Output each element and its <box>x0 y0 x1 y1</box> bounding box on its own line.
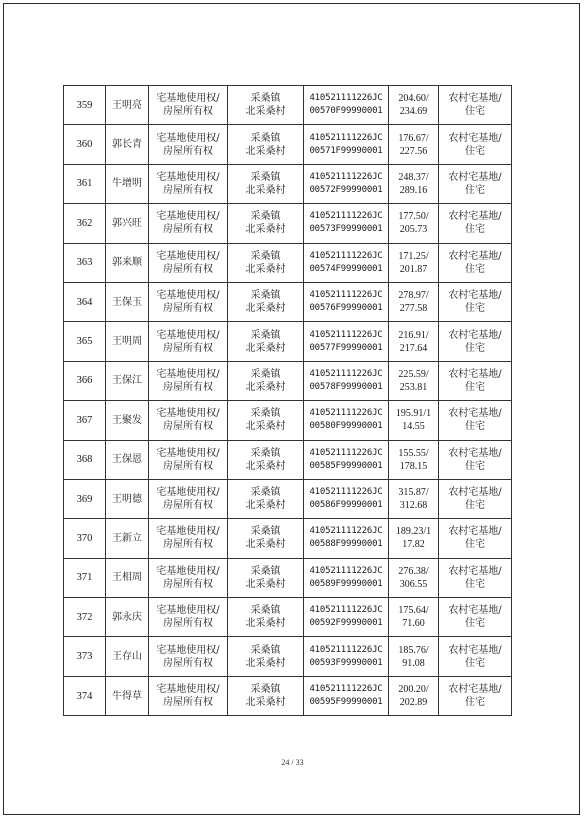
location-text: 采桑镇 北采桑村 <box>245 368 286 393</box>
location-cell <box>228 637 304 676</box>
unit-code-cell <box>304 519 389 558</box>
row-number-text: 362 <box>76 217 93 229</box>
owner-name-cell <box>106 401 149 440</box>
area-cell <box>389 322 439 361</box>
right-type-text: 宅基地使用权/ 房屋所有权 <box>156 565 220 590</box>
unit-code-cell <box>304 322 389 361</box>
row-number-text: 369 <box>76 493 93 505</box>
unit-code-cell <box>304 86 389 125</box>
location-text: 采桑镇 北采桑村 <box>245 447 286 472</box>
row-number-cell <box>64 440 106 479</box>
location-cell <box>228 86 304 125</box>
usage-text: 农村宅基地/ 住宅 <box>448 171 502 196</box>
location-cell <box>228 282 304 321</box>
row-number-cell <box>64 282 106 321</box>
usage-cell <box>439 637 512 676</box>
table-row <box>64 125 512 164</box>
area-cell <box>389 598 439 637</box>
right-type-cell <box>149 86 228 125</box>
unit-code-text: 410521111226JC 00578F99990001 <box>309 368 383 392</box>
right-type-text: 宅基地使用权/ 房屋所有权 <box>156 132 220 157</box>
area-text: 276.38/ 306.55 <box>398 565 429 590</box>
usage-cell <box>439 164 512 203</box>
right-type-cell <box>149 282 228 321</box>
right-type-cell <box>149 637 228 676</box>
row-number-cell <box>64 361 106 400</box>
table-row <box>64 204 512 243</box>
unit-code-text: 410521111226JC 00592F99990001 <box>309 605 383 629</box>
area-cell <box>389 204 439 243</box>
area-text: 176.67/ 227.56 <box>398 132 429 157</box>
page-number: 24 / 33 <box>281 758 304 767</box>
location-cell <box>228 204 304 243</box>
usage-text: 农村宅基地/ 住宅 <box>448 605 502 630</box>
unit-code-text: 410521111226JC 00573F99990001 <box>309 211 383 235</box>
row-number-text: 366 <box>76 375 93 387</box>
right-type-cell <box>149 125 228 164</box>
row-number-cell <box>64 243 106 282</box>
owner-name-text: 王保江 <box>112 375 142 387</box>
owner-name-cell <box>106 164 149 203</box>
location-text: 采桑镇 北采桑村 <box>245 526 286 551</box>
usage-cell <box>439 519 512 558</box>
area-text: 185.76/ 91.08 <box>398 644 429 669</box>
area-text: 177.50/ 205.73 <box>398 211 429 236</box>
unit-code-text: 410521111226JC 00571F99990001 <box>309 132 383 156</box>
location-cell <box>228 676 304 715</box>
table-row <box>64 86 512 125</box>
unit-code-cell <box>304 125 389 164</box>
table-row <box>64 164 512 203</box>
unit-code-text: 410521111226JC 00593F99990001 <box>309 644 383 668</box>
usage-cell <box>439 479 512 518</box>
location-text: 采桑镇 北采桑村 <box>245 487 286 512</box>
location-text: 采桑镇 北采桑村 <box>245 290 286 315</box>
unit-code-text: 410521111226JC 00572F99990001 <box>309 171 383 195</box>
area-cell <box>389 164 439 203</box>
right-type-text: 宅基地使用权/ 房屋所有权 <box>156 644 220 669</box>
area-cell <box>389 519 439 558</box>
table-row <box>64 558 512 597</box>
unit-code-text: 410521111226JC 00585F99990001 <box>309 447 383 471</box>
owner-name-cell <box>106 598 149 637</box>
owner-name-text: 郭来顺 <box>112 257 142 269</box>
area-text: 225.59/ 253.81 <box>398 368 429 393</box>
location-cell <box>228 479 304 518</box>
unit-code-cell <box>304 440 389 479</box>
row-number-cell <box>64 558 106 597</box>
row-number-text: 363 <box>76 257 93 269</box>
row-number-cell <box>64 86 106 125</box>
right-type-text: 宅基地使用权/ 房屋所有权 <box>156 211 220 236</box>
unit-code-cell <box>304 401 389 440</box>
location-cell <box>228 243 304 282</box>
owner-name-cell <box>106 519 149 558</box>
usage-text: 农村宅基地/ 住宅 <box>448 565 502 590</box>
unit-code-text: 410521111226JC 00576F99990001 <box>309 290 383 314</box>
usage-cell <box>439 440 512 479</box>
location-text: 采桑镇 北采桑村 <box>245 171 286 196</box>
table-row <box>64 440 512 479</box>
location-text: 采桑镇 北采桑村 <box>245 93 286 118</box>
unit-code-text: 410521111226JC 00574F99990001 <box>309 250 383 274</box>
owner-name-cell <box>106 361 149 400</box>
location-text: 采桑镇 北采桑村 <box>245 211 286 236</box>
row-number-cell <box>64 519 106 558</box>
unit-code-text: 410521111226JC 00577F99990001 <box>309 329 383 353</box>
owner-name-cell <box>106 125 149 164</box>
location-cell <box>228 164 304 203</box>
area-cell <box>389 282 439 321</box>
right-type-text: 宅基地使用权/ 房屋所有权 <box>156 684 220 709</box>
location-text: 采桑镇 北采桑村 <box>245 408 286 433</box>
owner-name-cell <box>106 282 149 321</box>
owner-name-cell <box>106 322 149 361</box>
unit-code-cell <box>304 598 389 637</box>
usage-cell <box>439 361 512 400</box>
usage-text: 农村宅基地/ 住宅 <box>448 132 502 157</box>
location-text: 采桑镇 北采桑村 <box>245 329 286 354</box>
location-cell <box>228 558 304 597</box>
location-cell <box>228 361 304 400</box>
right-type-cell <box>149 361 228 400</box>
unit-code-cell <box>304 361 389 400</box>
table-row <box>64 598 512 637</box>
location-text: 采桑镇 北采桑村 <box>245 605 286 630</box>
right-type-text: 宅基地使用权/ 房屋所有权 <box>156 290 220 315</box>
area-text: 216.91/ 217.64 <box>398 329 429 354</box>
owner-name-text: 王明德 <box>112 493 142 505</box>
right-type-cell <box>149 164 228 203</box>
usage-cell <box>439 558 512 597</box>
area-text: 248.37/ 289.16 <box>398 171 429 196</box>
usage-text: 农村宅基地/ 住宅 <box>448 329 502 354</box>
area-text: 189.23/1 17.82 <box>395 526 432 551</box>
location-cell <box>228 440 304 479</box>
owner-name-text: 牛增明 <box>112 178 142 190</box>
unit-code-cell <box>304 282 389 321</box>
table-row <box>64 479 512 518</box>
usage-text: 农村宅基地/ 住宅 <box>448 93 502 118</box>
usage-text: 农村宅基地/ 住宅 <box>448 526 502 551</box>
area-cell <box>389 440 439 479</box>
row-number-cell <box>64 125 106 164</box>
right-type-cell <box>149 243 228 282</box>
usage-text: 农村宅基地/ 住宅 <box>448 408 502 433</box>
right-type-cell <box>149 440 228 479</box>
row-number-cell <box>64 322 106 361</box>
unit-code-text: 410521111226JC 00570F99990001 <box>309 93 383 117</box>
owner-name-text: 王聚发 <box>112 414 142 426</box>
owner-name-text: 王相周 <box>112 572 142 584</box>
owner-name-text: 郭长青 <box>112 139 142 151</box>
right-type-cell <box>149 401 228 440</box>
usage-text: 农村宅基地/ 住宅 <box>448 250 502 275</box>
location-text: 采桑镇 北采桑村 <box>245 644 286 669</box>
unit-code-cell <box>304 676 389 715</box>
owner-name-text: 郭兴旺 <box>112 217 142 229</box>
owner-name-text: 王明周 <box>112 336 142 348</box>
owner-name-text: 王新立 <box>112 532 142 544</box>
area-cell <box>389 401 439 440</box>
location-cell <box>228 519 304 558</box>
location-cell <box>228 401 304 440</box>
area-cell <box>389 86 439 125</box>
unit-code-text: 410521111226JC 00580F99990001 <box>309 408 383 432</box>
row-number-text: 367 <box>76 414 93 426</box>
right-type-text: 宅基地使用权/ 房屋所有权 <box>156 329 220 354</box>
right-type-text: 宅基地使用权/ 房屋所有权 <box>156 93 220 118</box>
area-text: 278.97/ 277.58 <box>398 290 429 315</box>
owner-name-text: 王保玉 <box>112 296 142 308</box>
table-row <box>64 282 512 321</box>
property-registry-table <box>63 85 512 716</box>
table-row <box>64 519 512 558</box>
unit-code-text: 410521111226JC 00589F99990001 <box>309 565 383 589</box>
owner-name-cell <box>106 637 149 676</box>
row-number-text: 359 <box>76 99 93 111</box>
usage-text: 农村宅基地/ 住宅 <box>448 487 502 512</box>
usage-cell <box>439 598 512 637</box>
area-text: 195.91/1 14.55 <box>395 408 432 433</box>
location-cell <box>228 598 304 637</box>
owner-name-text: 牛得草 <box>112 690 142 702</box>
row-number-cell <box>64 204 106 243</box>
usage-text: 农村宅基地/ 住宅 <box>448 290 502 315</box>
table-body <box>64 86 512 716</box>
right-type-text: 宅基地使用权/ 房屋所有权 <box>156 171 220 196</box>
owner-name-cell <box>106 676 149 715</box>
usage-cell <box>439 322 512 361</box>
location-cell <box>228 322 304 361</box>
table-row <box>64 676 512 715</box>
table-row <box>64 401 512 440</box>
right-type-text: 宅基地使用权/ 房屋所有权 <box>156 408 220 433</box>
usage-cell <box>439 243 512 282</box>
row-number-cell <box>64 598 106 637</box>
area-text: 175.64/ 71.60 <box>398 605 429 630</box>
location-text: 采桑镇 北采桑村 <box>245 684 286 709</box>
table-row <box>64 243 512 282</box>
row-number-text: 360 <box>76 139 93 151</box>
row-number-text: 361 <box>76 178 93 190</box>
usage-cell <box>439 282 512 321</box>
area-cell <box>389 558 439 597</box>
area-text: 200.20/ 202.89 <box>398 684 429 709</box>
area-cell <box>389 637 439 676</box>
right-type-text: 宅基地使用权/ 房屋所有权 <box>156 526 220 551</box>
unit-code-cell <box>304 204 389 243</box>
owner-name-text: 王明亮 <box>112 99 142 111</box>
usage-text: 农村宅基地/ 住宅 <box>448 684 502 709</box>
row-number-cell <box>64 676 106 715</box>
right-type-text: 宅基地使用权/ 房屋所有权 <box>156 447 220 472</box>
right-type-text: 宅基地使用权/ 房屋所有权 <box>156 250 220 275</box>
area-cell <box>389 361 439 400</box>
right-type-text: 宅基地使用权/ 房屋所有权 <box>156 605 220 630</box>
area-text: 155.55/ 178.15 <box>398 447 429 472</box>
location-text: 采桑镇 北采桑村 <box>245 250 286 275</box>
owner-name-cell <box>106 86 149 125</box>
row-number-cell <box>64 164 106 203</box>
usage-text: 农村宅基地/ 住宅 <box>448 368 502 393</box>
usage-text: 农村宅基地/ 住宅 <box>448 447 502 472</box>
owner-name-cell <box>106 204 149 243</box>
location-cell <box>228 125 304 164</box>
right-type-cell <box>149 598 228 637</box>
usage-text: 农村宅基地/ 住宅 <box>448 644 502 669</box>
usage-cell <box>439 86 512 125</box>
table-row <box>64 637 512 676</box>
table-row <box>64 361 512 400</box>
unit-code-text: 410521111226JC 00588F99990001 <box>309 526 383 550</box>
usage-cell <box>439 125 512 164</box>
area-cell <box>389 676 439 715</box>
unit-code-text: 410521111226JC 00586F99990001 <box>309 487 383 511</box>
row-number-text: 365 <box>76 336 93 348</box>
location-text: 采桑镇 北采桑村 <box>245 132 286 157</box>
usage-cell <box>439 676 512 715</box>
right-type-text: 宅基地使用权/ 房屋所有权 <box>156 487 220 512</box>
unit-code-cell <box>304 558 389 597</box>
area-text: 171.25/ 201.87 <box>398 250 429 275</box>
owner-name-text: 王存山 <box>112 651 142 663</box>
right-type-cell <box>149 204 228 243</box>
row-number-cell <box>64 401 106 440</box>
right-type-text: 宅基地使用权/ 房屋所有权 <box>156 368 220 393</box>
unit-code-cell <box>304 164 389 203</box>
area-cell <box>389 243 439 282</box>
unit-code-cell <box>304 637 389 676</box>
area-cell <box>389 479 439 518</box>
unit-code-cell <box>304 479 389 518</box>
area-text: 315.87/ 312.68 <box>398 487 429 512</box>
location-text: 采桑镇 北采桑村 <box>245 565 286 590</box>
area-cell <box>389 125 439 164</box>
unit-code-text: 410521111226JC 00595F99990001 <box>309 684 383 708</box>
row-number-text: 373 <box>76 651 93 663</box>
owner-name-cell <box>106 440 149 479</box>
usage-cell <box>439 401 512 440</box>
row-number-text: 374 <box>76 690 93 702</box>
usage-text: 农村宅基地/ 住宅 <box>448 211 502 236</box>
right-type-cell <box>149 558 228 597</box>
owner-name-cell <box>106 479 149 518</box>
right-type-cell <box>149 479 228 518</box>
owner-name-cell <box>106 558 149 597</box>
owner-name-cell <box>106 243 149 282</box>
owner-name-text: 王保恩 <box>112 454 142 466</box>
table-row <box>64 322 512 361</box>
row-number-cell <box>64 637 106 676</box>
right-type-cell <box>149 676 228 715</box>
row-number-text: 372 <box>76 611 93 623</box>
unit-code-cell <box>304 243 389 282</box>
row-number-text: 368 <box>76 454 93 466</box>
area-text: 204.60/ 234.69 <box>398 93 429 118</box>
row-number-cell <box>64 479 106 518</box>
right-type-cell <box>149 519 228 558</box>
usage-cell <box>439 204 512 243</box>
row-number-text: 364 <box>76 296 93 308</box>
row-number-text: 371 <box>76 572 93 584</box>
owner-name-text: 郭永庆 <box>112 611 142 623</box>
row-number-text: 370 <box>76 532 93 544</box>
right-type-cell <box>149 322 228 361</box>
